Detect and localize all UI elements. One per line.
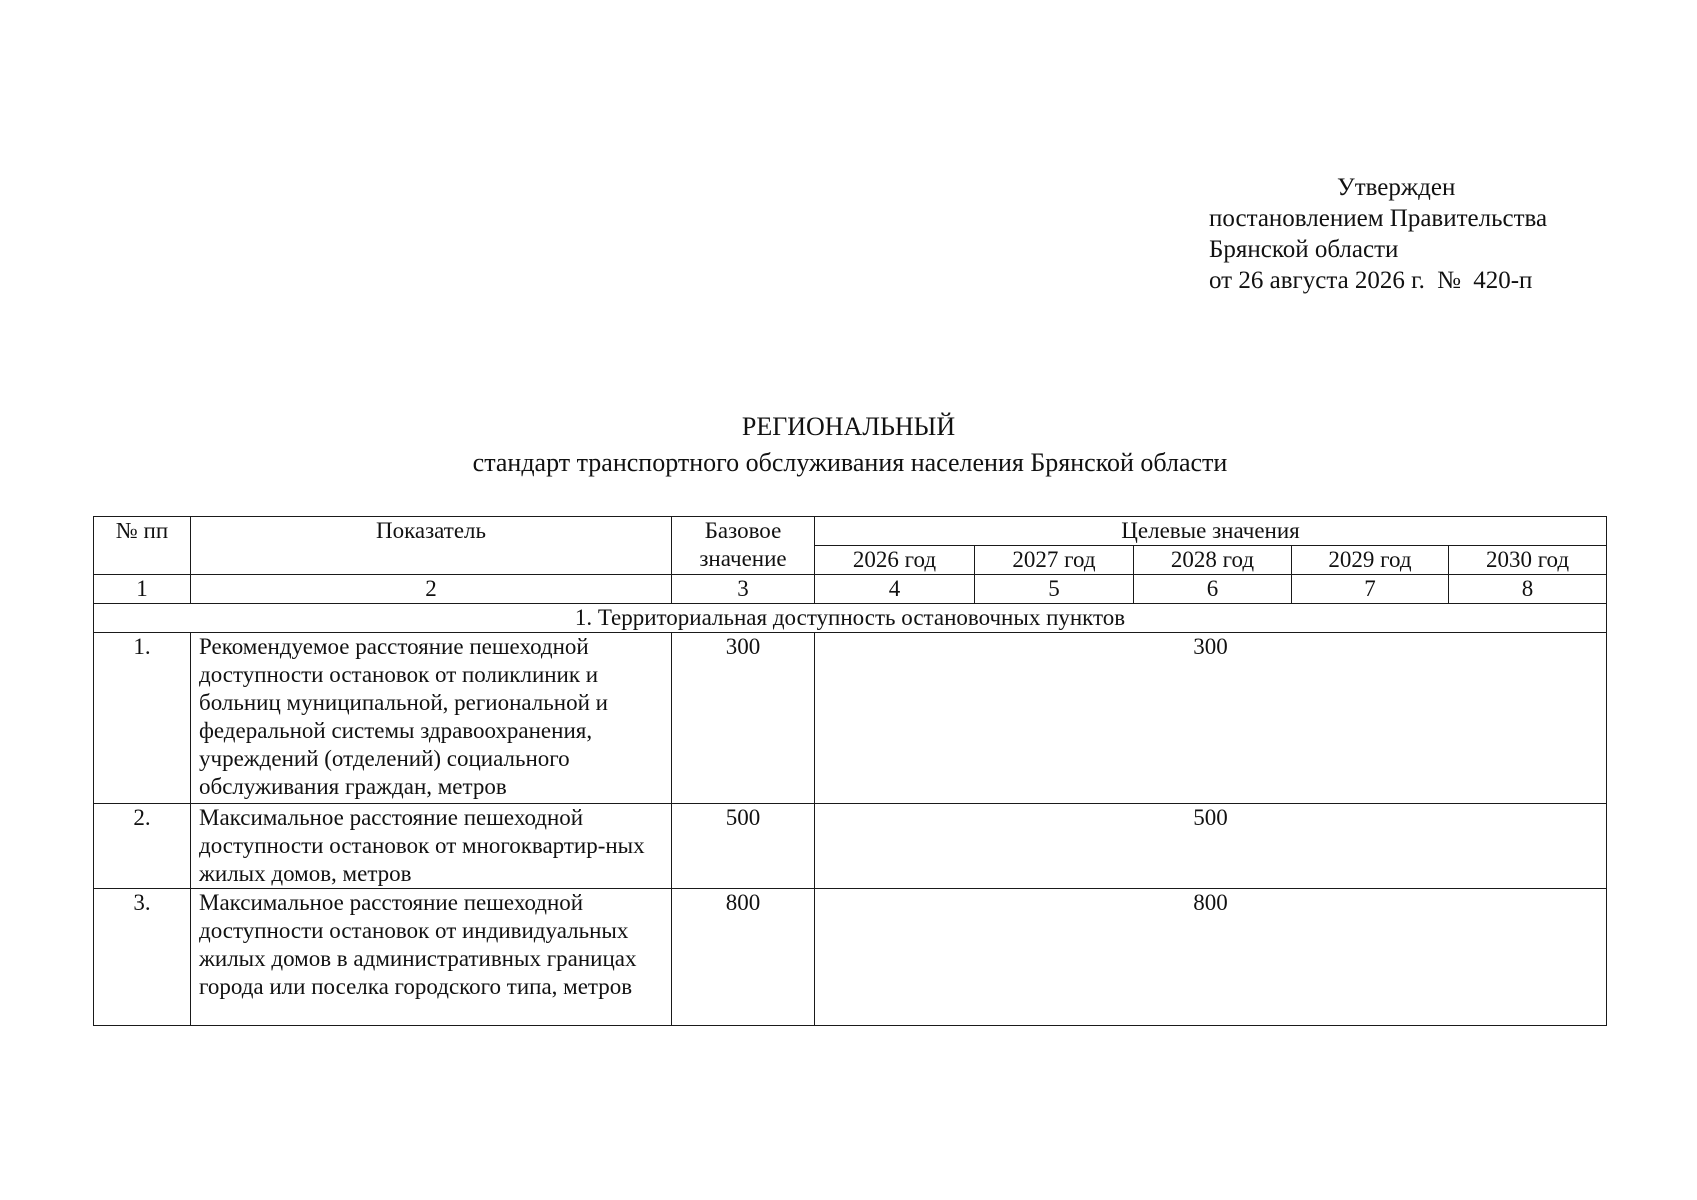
approval-line-date-number (1209, 265, 1547, 296)
approval-line-approved: Утвержден (1337, 174, 1456, 201)
section-title: 1. Территориальная доступность остановочных пунктов (94, 604, 1607, 633)
header-year-2030: 2030 год (1449, 546, 1607, 575)
row-target-value: 500 (815, 804, 1607, 889)
header-indicator: Показатель (191, 517, 672, 575)
document-subtitle: стандарт транспортного обслуживания населения Брянской области (472, 448, 1228, 477)
column-number: 4 (815, 575, 975, 604)
header-year-2027: 2027 год (975, 546, 1134, 575)
column-number: 7 (1292, 575, 1449, 604)
header-year-2026: 2026 год (815, 546, 975, 575)
table-row (94, 889, 1607, 1026)
header-num: № пп (94, 517, 191, 575)
column-number: 5 (975, 575, 1134, 604)
column-number: 8 (1449, 575, 1607, 604)
row-indicator: Максимальное расстояние пешеходной доступности остановок от многоквартир-ных жилых домов, метров (191, 804, 672, 889)
column-number: 3 (672, 575, 815, 604)
header-year-2029: 2029 год (1292, 546, 1449, 575)
row-base-value: 300 (672, 633, 815, 804)
column-number: 6 (1134, 575, 1292, 604)
table-row (94, 633, 1607, 804)
approval-number-sign: № (1437, 267, 1461, 294)
column-number: 2 (191, 575, 672, 604)
approval-date: от 26 августа 2026 г. (1209, 267, 1425, 294)
column-number: 1 (94, 575, 191, 604)
section-row (94, 604, 1607, 633)
standard-table (93, 516, 1607, 1026)
row-target-value: 300 (815, 633, 1607, 804)
row-indicator: Рекомендуемое расстояние пешеходной доступности остановок от поликлиник и больниц муниципальной, региональной и федеральной системы здравоохранения, учреждений (отделений) социального обслуживания граждан, метров (191, 633, 672, 804)
row-number: 1. (94, 633, 191, 804)
row-base-value: 500 (672, 804, 815, 889)
row-base-value: 800 (672, 889, 815, 1026)
row-indicator: Максимальное расстояние пешеходной доступности остановок от индивидуальных жилых домов в административных границах города или поселка городского типа, метров (191, 889, 672, 1026)
header-base-value: Базовое значение (672, 517, 815, 575)
header-target-values: Целевые значения (815, 517, 1607, 546)
table-row (94, 804, 1607, 889)
row-number: 3. (94, 889, 191, 1026)
document-title: РЕГИОНАЛЬНЫЙ (741, 412, 956, 441)
column-numbers-row (94, 575, 1607, 604)
row-number: 2. (94, 804, 191, 889)
header-row (94, 517, 1607, 546)
header-year-2028: 2028 год (1134, 546, 1292, 575)
approval-block (1209, 172, 1547, 296)
row-target-value: 800 (815, 889, 1607, 1026)
approval-line-decree: постановлением Правительства (1209, 205, 1548, 232)
approval-line-region: Брянской области (1209, 236, 1399, 263)
approval-number: 420-п (1473, 267, 1533, 294)
